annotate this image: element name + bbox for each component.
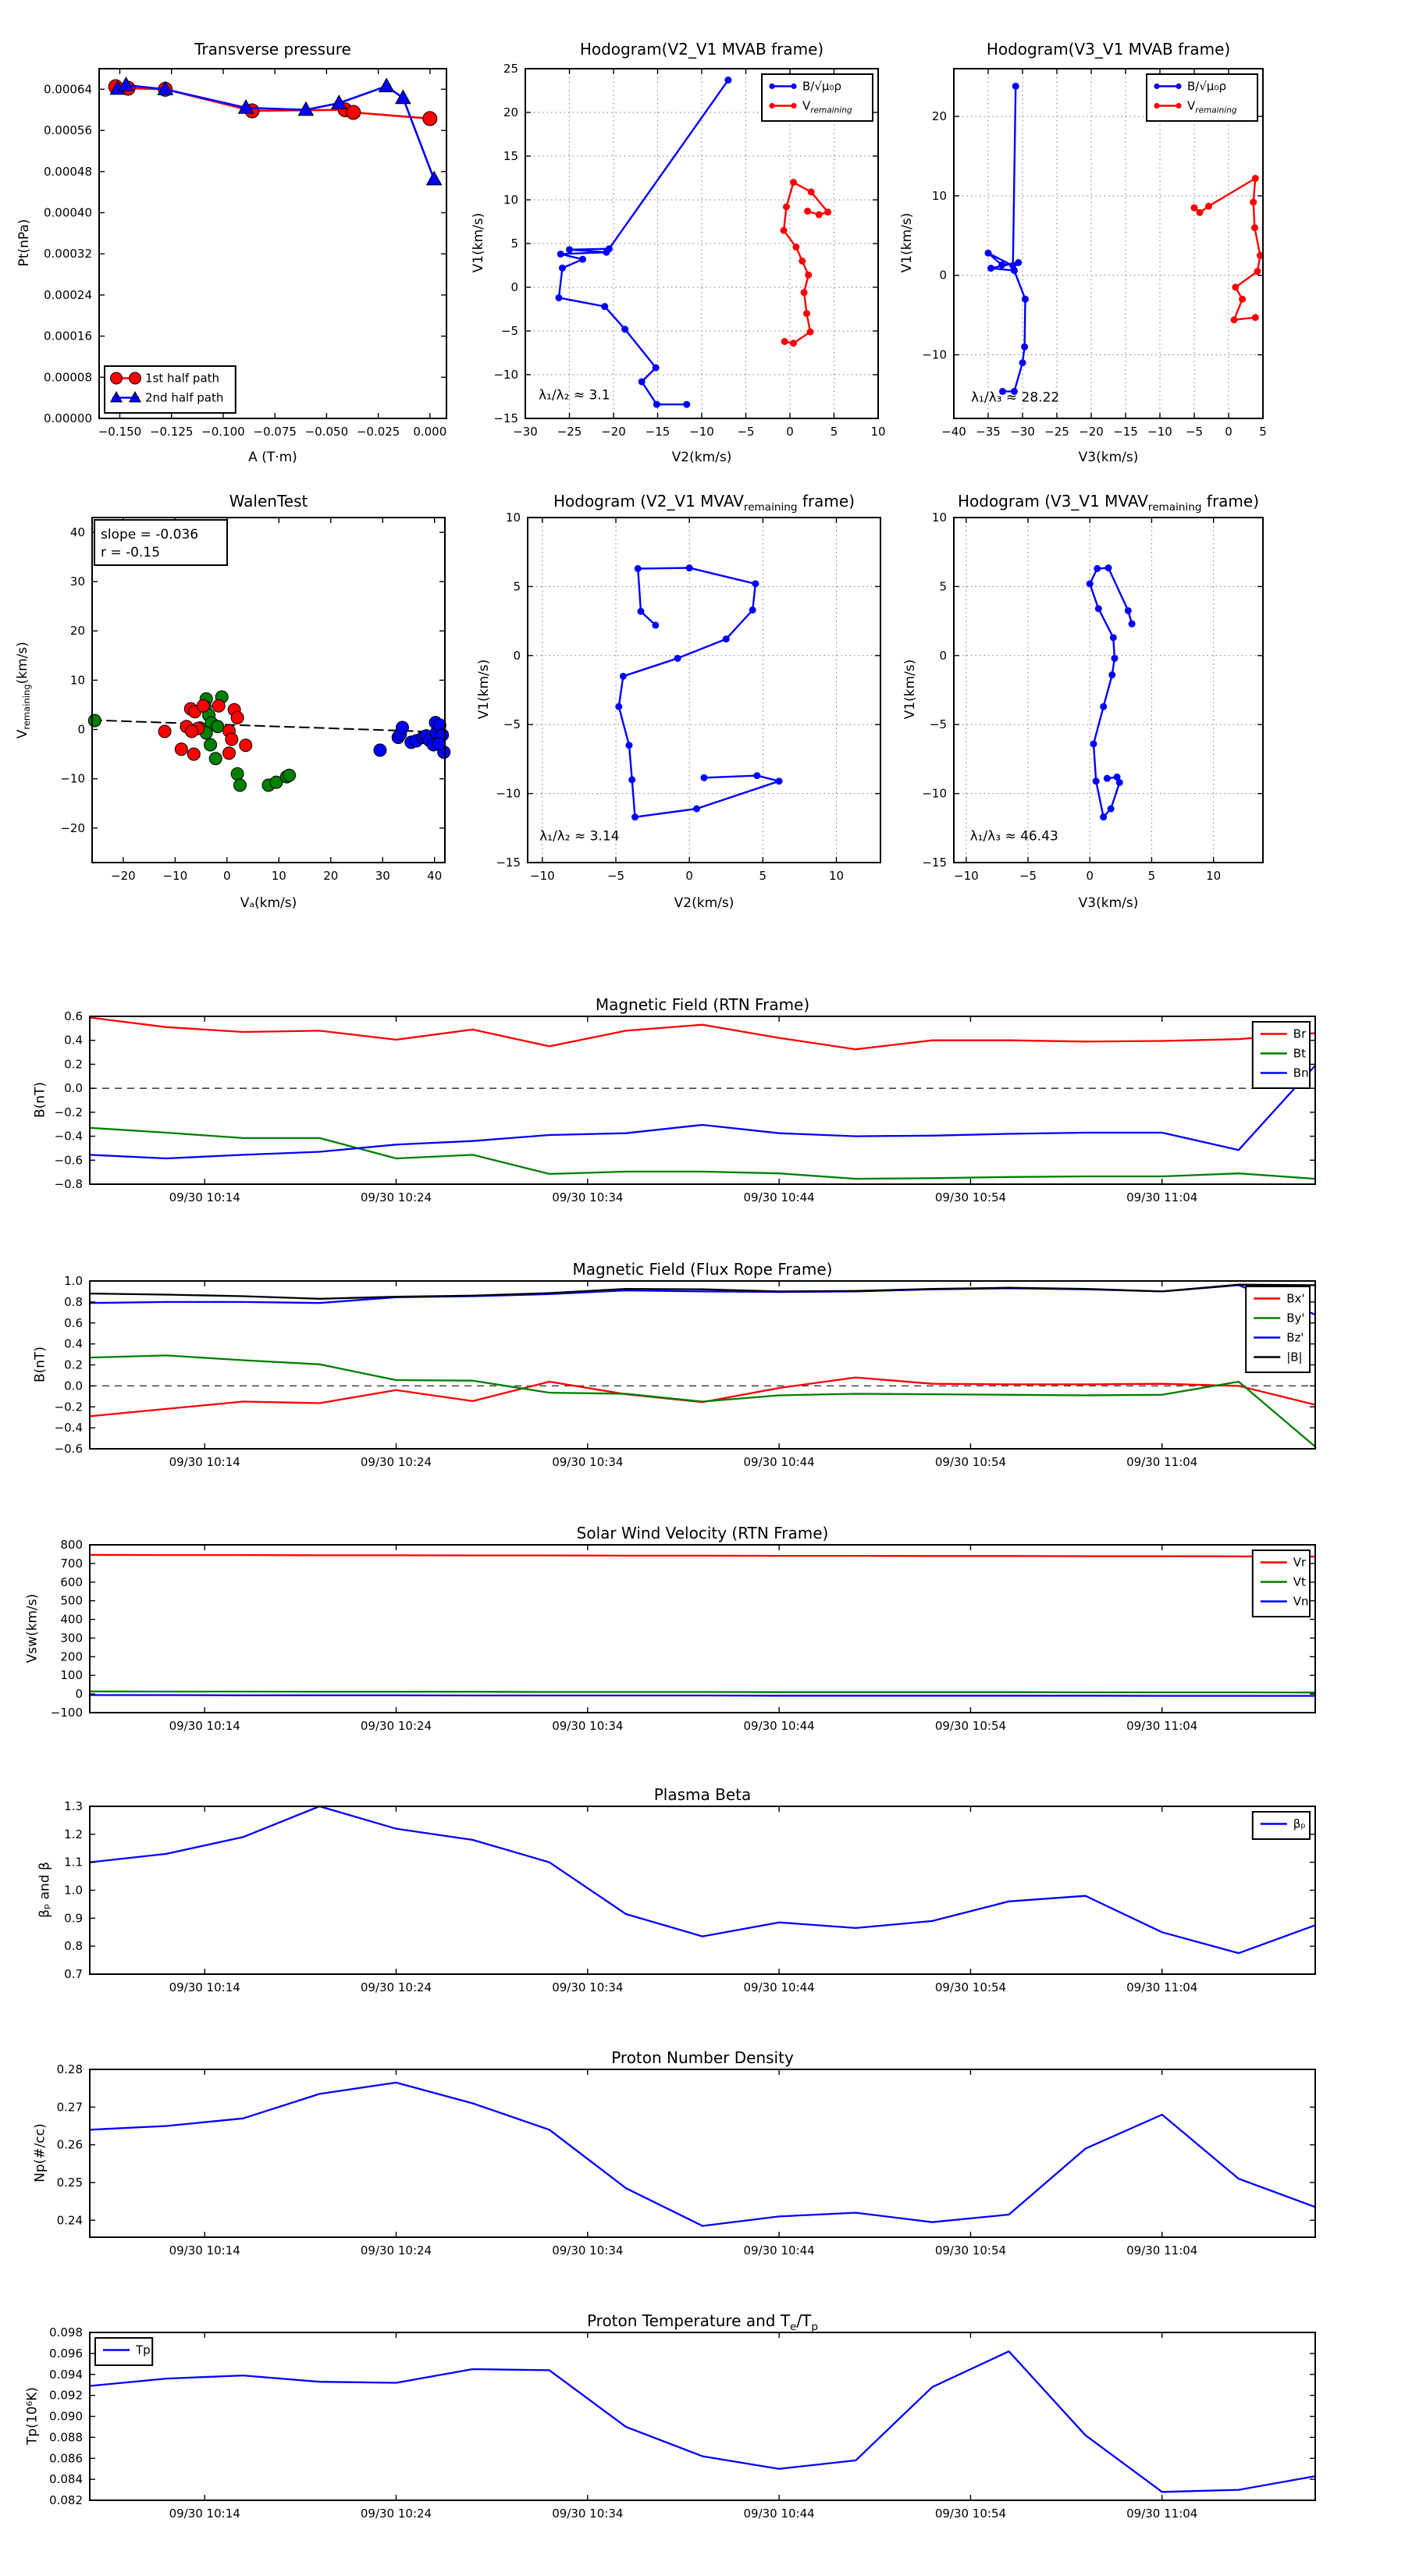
y-tick-label: 10 bbox=[505, 511, 521, 525]
panel-title: Magnetic Field (Flux Rope Frame) bbox=[572, 1260, 833, 1279]
y-tick-label: 0.094 bbox=[49, 2367, 83, 2382]
x-tick-label: 09/30 10:24 bbox=[360, 2507, 432, 2521]
x-tick-label: 09/30 10:34 bbox=[552, 1980, 624, 1994]
x-tick-label: −25 bbox=[1044, 425, 1069, 439]
legend bbox=[762, 74, 873, 121]
panel-magnetic-field-flux-rope bbox=[0, 1256, 1405, 1514]
y-tick-label: 10 bbox=[931, 511, 947, 525]
grid bbox=[528, 518, 880, 863]
x-tick-label: −0.150 bbox=[98, 425, 142, 439]
x-tick-label: 09/30 10:34 bbox=[552, 2507, 624, 2521]
panel-title: Hodogram(V2_V1 MVAB frame) bbox=[579, 40, 824, 59]
y-tick-label: 0.0 bbox=[64, 1379, 83, 1393]
legend-label: $V_{remaining}$ bbox=[1187, 98, 1237, 116]
y-tick-label: −10 bbox=[922, 786, 947, 801]
x-tick-label: −0.125 bbox=[149, 425, 194, 439]
x-tick-label: −10 bbox=[954, 869, 979, 883]
y-tick-label: 0.096 bbox=[49, 2346, 83, 2361]
panel-plasma-beta bbox=[0, 1781, 1405, 2039]
plot-area bbox=[890, 484, 1405, 952]
x-tick-label: 09/30 11:04 bbox=[1126, 1455, 1198, 1469]
x-tick-label: −25 bbox=[557, 425, 582, 439]
x-tick-label: 09/30 10:14 bbox=[169, 1719, 240, 1733]
ticks bbox=[92, 518, 445, 863]
plot-area bbox=[0, 484, 500, 952]
series-Bn bbox=[90, 1066, 1315, 1158]
x-tick-label: 0 bbox=[223, 869, 231, 883]
y-tick-label: 0.098 bbox=[49, 2325, 83, 2339]
annotation: λ₁/λ₃ ≈ 28.22 bbox=[971, 390, 1060, 406]
panel-title: Proton Number Density bbox=[611, 2048, 794, 2067]
y-tick-label: −0.4 bbox=[54, 1421, 83, 1436]
x-tick-label: −15 bbox=[1113, 425, 1138, 439]
y-tick-label: −10 bbox=[496, 786, 521, 801]
y-tick-label: 0.2 bbox=[64, 1057, 83, 1072]
panel-title: Proton Temperature and $T_e/T_p$ bbox=[586, 2311, 819, 2333]
panel-title: Plasma Beta bbox=[653, 1785, 752, 1804]
r-value: r = -0.15 bbox=[101, 545, 161, 560]
y-tick-label: −0.8 bbox=[54, 1177, 83, 1191]
y-tick-label: 0.4 bbox=[64, 1336, 83, 1351]
y-tick-label: 0.26 bbox=[56, 2137, 83, 2152]
x-tick-label: −10 bbox=[162, 869, 188, 883]
y-tick-label: 0.28 bbox=[56, 2062, 83, 2076]
legend-label: By' bbox=[1286, 1311, 1305, 1325]
series-blue bbox=[374, 717, 450, 759]
y-tick-label: 10 bbox=[69, 673, 85, 688]
legend-label: 1st half path bbox=[145, 371, 220, 386]
x-tick-label: 09/30 10:24 bbox=[360, 1980, 432, 1994]
series-Vremaining bbox=[1191, 175, 1264, 323]
series-blue bbox=[90, 2083, 1315, 2226]
y-axis-label: B(nT) bbox=[32, 1081, 48, 1118]
y-tick-label: 0.00056 bbox=[43, 123, 92, 138]
x-tick-label: 09/30 11:04 bbox=[1126, 1980, 1198, 1994]
panel-title: Magnetic Field (RTN Frame) bbox=[595, 995, 810, 1014]
plot-area bbox=[0, 2044, 1405, 2302]
panel-title: WalenTest bbox=[229, 492, 308, 511]
x-axis-label: A (T·m) bbox=[248, 450, 297, 465]
x-tick-label: 5 bbox=[1259, 425, 1267, 439]
y-tick-label: −5 bbox=[500, 324, 518, 338]
y-axis-label: Pt(nPa) bbox=[16, 219, 32, 267]
panel-hodogram-v3v1-mvab bbox=[890, 16, 1405, 484]
legend bbox=[1246, 1286, 1310, 1372]
y-tick-label: −5 bbox=[503, 717, 521, 732]
y-tick-label: 1.0 bbox=[64, 1274, 83, 1288]
x-tick-label: 09/30 10:44 bbox=[743, 2507, 815, 2521]
y-tick-label: 0.6 bbox=[64, 1315, 83, 1330]
y-tick-label: 0.00024 bbox=[43, 287, 92, 302]
x-tick-label: 0 bbox=[786, 425, 794, 439]
y-tick-label: 0.27 bbox=[56, 2100, 83, 2115]
y-tick-label: −0.2 bbox=[54, 1400, 83, 1414]
x-tick-label: 09/30 11:04 bbox=[1126, 2243, 1198, 2258]
y-tick-label: 0.00008 bbox=[43, 370, 92, 385]
x-tick-label: 10 bbox=[828, 869, 845, 883]
y-tick-label: −100 bbox=[50, 1706, 83, 1720]
x-tick-label: 09/30 10:14 bbox=[169, 2507, 240, 2521]
y-axis-label: $V_{remaining}(km/s)$ bbox=[14, 642, 33, 739]
plot-border bbox=[90, 2332, 1315, 2500]
legend-label: B/√μ₀ρ bbox=[802, 79, 841, 94]
panel-hodogram-v3v1-mvav bbox=[890, 484, 1405, 952]
x-tick-label: 5 bbox=[830, 425, 838, 439]
x-tick-label: 09/30 10:54 bbox=[934, 2507, 1007, 2521]
y-axis-label: Tp(10⁶K) bbox=[24, 2386, 40, 2445]
x-tick-label: 09/30 10:24 bbox=[360, 1190, 432, 1204]
x-tick-label: −5 bbox=[737, 425, 755, 439]
y-tick-label: 0.00032 bbox=[43, 247, 92, 262]
x-tick-label: 0.000 bbox=[413, 425, 447, 439]
y-tick-label: 15 bbox=[503, 149, 518, 163]
y-tick-label: 0.086 bbox=[49, 2451, 83, 2466]
y-tick-label: 0 bbox=[510, 280, 518, 294]
y-tick-label: 0.24 bbox=[56, 2213, 83, 2228]
x-tick-label: −10 bbox=[1147, 425, 1172, 439]
panel-walen-test bbox=[0, 484, 500, 952]
y-tick-label: −15 bbox=[493, 411, 518, 425]
y-tick-label: 10 bbox=[503, 193, 518, 207]
x-tick-label: −20 bbox=[111, 869, 136, 883]
y-tick-label: 0 bbox=[939, 268, 947, 283]
y-tick-label: 400 bbox=[60, 1612, 83, 1627]
x-axis-label: V3(km/s) bbox=[1078, 450, 1139, 465]
x-axis-label: V2(km/s) bbox=[674, 895, 735, 911]
legend bbox=[1253, 1812, 1310, 1839]
x-tick-label: −5 bbox=[1185, 425, 1204, 439]
x-tick-label: −35 bbox=[976, 425, 1001, 439]
legend bbox=[95, 2338, 152, 2365]
x-tick-label: 09/30 10:14 bbox=[169, 1980, 240, 1994]
panel-title: Solar Wind Velocity (RTN Frame) bbox=[576, 1524, 829, 1542]
plot-border bbox=[528, 518, 880, 863]
y-tick-label: 0 bbox=[75, 1687, 83, 1702]
panel-proton-temperature bbox=[0, 2307, 1405, 2565]
x-tick-label: −0.100 bbox=[201, 425, 245, 439]
panel-hodogram-v2v1-mvav bbox=[476, 484, 890, 952]
legend-label: Vn bbox=[1293, 1594, 1309, 1609]
x-tick-label: 09/30 10:54 bbox=[934, 1455, 1007, 1469]
plot-area bbox=[0, 2307, 1405, 2565]
legend-label: Vr bbox=[1293, 1555, 1307, 1570]
ticks bbox=[90, 1545, 1315, 1713]
legend-label: Bn bbox=[1293, 1066, 1309, 1080]
x-tick-label: −30 bbox=[513, 425, 538, 439]
series-Vremaining bbox=[781, 179, 832, 347]
x-tick-label: 5 bbox=[759, 869, 767, 883]
x-tick-label: 30 bbox=[375, 869, 390, 883]
x-tick-label: 40 bbox=[427, 869, 443, 883]
y-tick-label: −0.6 bbox=[54, 1153, 83, 1168]
y-tick-label: 100 bbox=[60, 1668, 83, 1683]
x-axis-label: V3(km/s) bbox=[1078, 895, 1139, 911]
x-tick-label: 09/30 11:04 bbox=[1126, 1190, 1198, 1204]
x-tick-label: −40 bbox=[941, 425, 966, 439]
x-tick-label: −15 bbox=[645, 425, 670, 439]
x-tick-label: −0.025 bbox=[356, 425, 400, 439]
plot-area bbox=[890, 16, 1405, 484]
y-tick-label: 0.8 bbox=[64, 1939, 83, 1954]
y-tick-label: −15 bbox=[922, 856, 947, 870]
panel-title: Transverse pressure bbox=[194, 40, 351, 59]
y-tick-label: 5 bbox=[513, 579, 521, 594]
x-tick-label: 10 bbox=[271, 869, 286, 883]
y-tick-label: 0.088 bbox=[49, 2430, 83, 2445]
plot-area bbox=[0, 1520, 1405, 1777]
x-tick-label: −30 bbox=[1010, 425, 1035, 439]
x-tick-label: −0.075 bbox=[253, 425, 297, 439]
ticks bbox=[90, 1281, 1315, 1449]
x-tick-label: 09/30 10:44 bbox=[743, 2243, 815, 2258]
x-tick-label: 20 bbox=[323, 869, 339, 883]
series-blue bbox=[1087, 564, 1136, 820]
legend-label: |B| bbox=[1286, 1350, 1303, 1364]
y-tick-label: 30 bbox=[69, 575, 85, 589]
x-tick-label: 09/30 10:34 bbox=[552, 1455, 624, 1469]
x-tick-label: 09/30 10:14 bbox=[169, 1190, 240, 1204]
plot-border bbox=[90, 2069, 1315, 2237]
plot-area bbox=[0, 16, 500, 484]
x-tick-label: −20 bbox=[601, 425, 626, 439]
y-tick-label: −10 bbox=[922, 347, 947, 362]
legend-label: Br bbox=[1293, 1026, 1307, 1041]
x-tick-label: 09/30 10:34 bbox=[552, 1719, 624, 1733]
y-tick-label: 0.00064 bbox=[43, 82, 92, 97]
y-tick-label: 200 bbox=[60, 1649, 83, 1664]
x-axis-label: Vₐ(km/s) bbox=[240, 895, 297, 911]
plot-area bbox=[0, 1781, 1405, 2039]
y-tick-label: 25 bbox=[503, 62, 518, 76]
x-tick-label: −5 bbox=[606, 869, 625, 883]
y-tick-label: 0.090 bbox=[49, 2409, 83, 2424]
y-tick-label: 40 bbox=[69, 525, 85, 539]
y-axis-label: V1(km/s) bbox=[902, 659, 918, 720]
panel-hodogram-v2v1-mvab bbox=[471, 16, 890, 484]
x-tick-label: 10 bbox=[1206, 869, 1222, 883]
x-tick-label: 0 bbox=[1086, 869, 1094, 883]
y-tick-label: 1.2 bbox=[64, 1827, 83, 1841]
y-tick-label: −15 bbox=[496, 856, 521, 870]
x-tick-label: 09/30 10:34 bbox=[552, 1190, 624, 1204]
x-tick-label: 09/30 10:54 bbox=[934, 1719, 1007, 1733]
series-βₚ bbox=[90, 1806, 1315, 1953]
plot-border bbox=[92, 518, 445, 863]
legend-label: 2nd half path bbox=[145, 390, 224, 405]
x-tick-label: 09/30 10:24 bbox=[360, 1455, 432, 1469]
panel-title: Hodogram (V3_V1 $MVAV_{remaining}$ frame) bbox=[957, 492, 1260, 514]
x-tick-label: −20 bbox=[1079, 425, 1104, 439]
x-tick-label: 09/30 10:24 bbox=[360, 1719, 432, 1733]
x-tick-label: −5 bbox=[1019, 869, 1037, 883]
panel-title: Hodogram(V3_V1 MVAB frame) bbox=[986, 40, 1231, 59]
y-tick-label: 700 bbox=[60, 1556, 83, 1571]
y-tick-label: −20 bbox=[60, 820, 85, 835]
legend-label: Bz' bbox=[1286, 1330, 1304, 1345]
y-axis-label: Vsw(km/s) bbox=[24, 1593, 40, 1663]
y-tick-label: 0.00000 bbox=[43, 411, 92, 425]
series-2nd half path bbox=[110, 77, 441, 185]
y-tick-label: 0.082 bbox=[49, 2493, 83, 2507]
y-tick-label: 0.25 bbox=[56, 2175, 83, 2190]
plot-area bbox=[0, 1256, 1405, 1514]
plot-border bbox=[90, 1281, 1315, 1449]
x-tick-label: 09/30 10:44 bbox=[743, 1980, 815, 1994]
legend bbox=[105, 366, 236, 413]
legend bbox=[1253, 1550, 1310, 1617]
y-tick-label: 800 bbox=[60, 1538, 83, 1552]
series-blue bbox=[615, 564, 782, 820]
x-tick-label: 09/30 10:54 bbox=[934, 1980, 1007, 1994]
y-tick-label: −5 bbox=[929, 717, 947, 732]
plot-area bbox=[484, 16, 890, 484]
y-tick-label: 0.0 bbox=[64, 1081, 83, 1096]
plot-border bbox=[90, 1545, 1315, 1713]
y-tick-label: 0.00016 bbox=[43, 329, 92, 343]
y-tick-label: 10 bbox=[931, 188, 947, 203]
x-tick-label: −0.050 bbox=[304, 425, 349, 439]
y-tick-label: 0 bbox=[513, 648, 521, 663]
y-tick-label: 0.00040 bbox=[43, 205, 92, 220]
legend-label: $V_{remaining}$ bbox=[802, 98, 852, 116]
y-tick-label: 0.6 bbox=[64, 1009, 83, 1023]
y-tick-label: 0.7 bbox=[64, 1967, 83, 1981]
series-black bbox=[92, 720, 445, 733]
panel-title: Hodogram (V2_V1 $MVAV_{remaining}$ frame) bbox=[553, 492, 855, 514]
annotation: λ₁/λ₃ ≈ 46.43 bbox=[969, 828, 1058, 845]
slope-value: slope = -0.036 bbox=[101, 527, 199, 543]
y-tick-label: −0.6 bbox=[54, 1442, 83, 1456]
ticks bbox=[528, 518, 880, 863]
series-B/√μ₀ρ bbox=[555, 76, 731, 408]
y-axis-label: B(nT) bbox=[32, 1346, 48, 1382]
y-axis-label: Np(#/cc) bbox=[32, 2122, 48, 2183]
y-axis-label: V1(km/s) bbox=[471, 212, 486, 273]
x-tick-label: 09/30 11:04 bbox=[1126, 1719, 1198, 1733]
series-Vn bbox=[90, 1695, 1315, 1696]
y-tick-label: 300 bbox=[60, 1631, 83, 1646]
legend-label: Vt bbox=[1293, 1574, 1306, 1589]
legend-label: Tp bbox=[136, 2343, 151, 2357]
x-tick-label: 09/30 11:04 bbox=[1126, 2507, 1198, 2521]
plot-border bbox=[90, 1806, 1315, 1974]
x-tick-label: 10 bbox=[870, 425, 886, 439]
plot-area bbox=[0, 991, 1405, 1249]
x-tick-label: 0 bbox=[1225, 425, 1232, 439]
x-tick-label: 09/30 10:14 bbox=[169, 2243, 240, 2258]
annotation: λ₁/λ₂ ≈ 3.1 bbox=[538, 387, 610, 404]
panel-solar-wind-velocity bbox=[0, 1520, 1405, 1777]
y-tick-label: −0.4 bbox=[54, 1129, 83, 1144]
ticks bbox=[90, 2332, 1315, 2500]
x-tick-label: 09/30 10:54 bbox=[934, 1190, 1007, 1204]
series-Br bbox=[90, 1018, 1315, 1050]
legend-label: Bx' bbox=[1286, 1291, 1305, 1306]
x-tick-label: 09/30 10:34 bbox=[552, 2243, 624, 2258]
y-tick-label: 1.3 bbox=[64, 1799, 83, 1813]
x-tick-label: 09/30 10:54 bbox=[934, 2243, 1007, 2258]
x-tick-label: 09/30 10:44 bbox=[743, 1190, 815, 1204]
y-tick-label: 1.1 bbox=[64, 1855, 83, 1870]
y-tick-label: 0.092 bbox=[49, 2388, 83, 2403]
ticks bbox=[90, 2069, 1315, 2237]
series-Bx' bbox=[90, 1378, 1315, 1417]
panel-proton-number-density bbox=[0, 2044, 1405, 2302]
x-tick-label: 09/30 10:44 bbox=[743, 1719, 815, 1733]
x-tick-label: 09/30 10:14 bbox=[169, 1455, 240, 1469]
y-tick-label: 0 bbox=[77, 722, 85, 737]
panel-magnetic-field-rtn bbox=[0, 991, 1405, 1249]
x-tick-label: −10 bbox=[530, 869, 555, 883]
y-tick-label: −0.2 bbox=[54, 1105, 83, 1119]
x-axis-label: V2(km/s) bbox=[671, 450, 732, 465]
x-tick-label: 09/30 10:44 bbox=[743, 1455, 815, 1469]
y-tick-label: −10 bbox=[60, 771, 85, 786]
series-Tp bbox=[90, 2351, 1315, 2492]
series-Vr bbox=[90, 1555, 1315, 1557]
y-tick-label: 500 bbox=[60, 1593, 83, 1608]
y-tick-label: 0 bbox=[939, 648, 947, 663]
x-tick-label: −10 bbox=[689, 425, 714, 439]
series-By' bbox=[90, 1355, 1315, 1446]
legend bbox=[1253, 1022, 1310, 1088]
y-tick-label: 5 bbox=[510, 237, 518, 251]
y-tick-label: 0.8 bbox=[64, 1294, 83, 1309]
legend-label: Bt bbox=[1293, 1046, 1306, 1061]
legend bbox=[1147, 74, 1257, 121]
ticks bbox=[90, 1806, 1315, 1974]
x-tick-label: 09/30 10:24 bbox=[360, 2243, 432, 2258]
y-tick-label: 0.9 bbox=[64, 1911, 83, 1926]
y-tick-label: 0.4 bbox=[64, 1033, 83, 1048]
plot-area bbox=[484, 484, 890, 952]
y-axis-label: βₚ and β bbox=[37, 1861, 52, 1918]
y-tick-label: 0.084 bbox=[49, 2472, 83, 2487]
y-tick-label: 20 bbox=[69, 624, 85, 639]
y-tick-label: 20 bbox=[503, 105, 518, 119]
y-tick-label: −10 bbox=[493, 368, 518, 382]
legend-label: βₚ bbox=[1293, 1816, 1306, 1831]
panel-transverse-pressure bbox=[0, 16, 500, 484]
y-axis-label: V1(km/s) bbox=[899, 212, 915, 273]
y-tick-label: 5 bbox=[939, 579, 947, 594]
x-tick-label: 5 bbox=[1147, 869, 1156, 883]
legend-label: B/√μ₀ρ bbox=[1187, 79, 1226, 94]
x-tick-label: 0 bbox=[685, 869, 693, 883]
y-tick-label: 600 bbox=[60, 1574, 83, 1589]
y-tick-label: 0.2 bbox=[64, 1357, 83, 1372]
annotation: λ₁/λ₂ ≈ 3.14 bbox=[539, 828, 620, 845]
y-tick-label: 1.0 bbox=[64, 1883, 83, 1898]
y-axis-label: V1(km/s) bbox=[476, 659, 492, 720]
y-tick-label: 0.00048 bbox=[43, 164, 92, 179]
y-tick-label: 20 bbox=[931, 109, 947, 124]
